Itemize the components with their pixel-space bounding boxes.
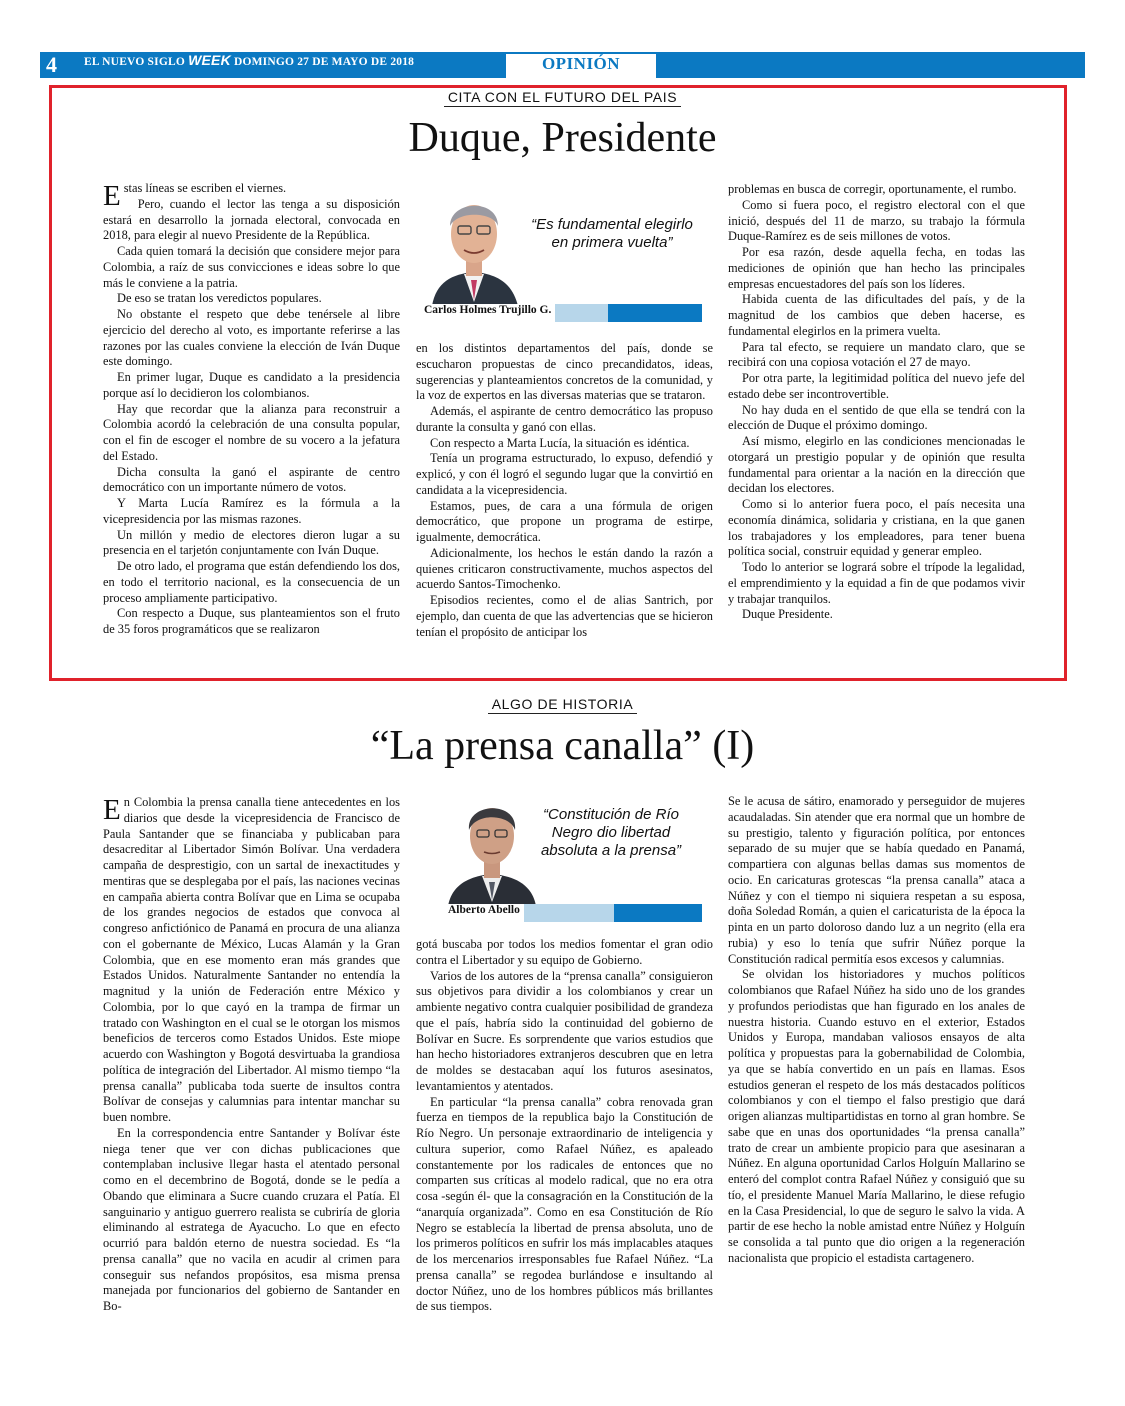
paragraph: Como si lo anterior fuera poco, el país necesita una economía dinámica, solidaria y cristiana, en la que ganen los trabajadores y los empleadores, para tener buena política social, construir equidad y generar empleo.: [728, 497, 1025, 559]
article2-kicker: ALGO DE HISTORIA: [0, 696, 1125, 714]
paragraph: n Colombia la prensa canalla tiene antecedentes en los diarios que desde la vicepresidencia de Francisco de Paula Santander que se financiaba y publicaban para desacreditar al Libertador Simón Bolívar. Una verdadera campaña de desprestigio, con un sartal de inexactitudes y mentiras que se desplegaba por el país, las naciones vecinas en campaña abierta contra Bolívar que en Lima se ocupaba de los grandes negocios de estados que convoca al congreso anfictiónico de Panamá en procura de una alianza con el gobernante de México, Lucas Alamán y la Gran Colombia, que en ese momento eran más grandes que Estados Unidos. Naturalmente Santander no entendía la magnitud y la unión de Federación entre México y Colombia, por lo que cayó en la trampa de firmar un tratado con Washington en el cual se le otorgan los mismos beneficios de terceros como Estados Unidos. Este miope acuerdo con Washington y Bogotá desvirtuaba la grandiosa política de integración del Libertador. Al mismo tiempo “la prensa canalla” publicaba toda suerte de insultos contra Bolívar de consejas y calumnias para intentar manchar su buen nombre.: [103, 795, 400, 1124]
author-box: [416, 182, 716, 324]
paragraph: No obstante el respeto que debe tenérsele al libre ejercicio del derecho al voto, es importante referirse a las razones por las cuales conviene la elección de Iván Duque este domingo.: [103, 307, 400, 369]
paragraph: Adicionalmente, los hechos le están dando la razón a quienes criticaron constructivamente, muchos aspectos del acuerdo Santos-Timochenko.: [416, 545, 713, 592]
author-name: Carlos Holmes Trujillo G.: [420, 304, 555, 322]
author-name-bar: [420, 304, 702, 322]
pull-quote: “Constitución de Río Negro dio libertad absoluta a la prensa”: [540, 806, 682, 859]
article1-headline: Duque, Presidente: [408, 115, 717, 161]
paragraph: Por otra parte, la legitimidad política del nuevo jefe del estado debe ser incontrovertible.: [728, 371, 1025, 401]
paragraph: De otro lado, el programa que están defendiendo los dos, en todo el territorio nacional, es la consecuencia de un proceso ampliamente participativo.: [103, 559, 400, 605]
article2-headline: “La prensa canalla” (I): [370, 723, 755, 769]
paragraph: Varios de los autores de la “prensa canalla” consiguieron sus objetivos para dividir a los colombianos y crear un ambiente negativo contra cualquier posibilidad de grandeza que el país, habría sido la continuidad del gobierno de Bolívar en Sucre. Es sorprendente que varios estudios que han hecho historiadores extranjeros descubren que en letra de moldes se destacaban aquí los futuros asesinatos, levantamientos y atentados.: [416, 968, 713, 1093]
article2-column-2: [416, 937, 713, 1315]
paragraph: Pero, cuando el lector las tenga a su disposición estará en desarrollo la jornada electoral, convocada en 2018, para elegir al nuevo Presidente de la República.: [103, 196, 400, 243]
paragraph: En la correspondencia entre Santander y Bolívar éste niega tener que ver con dichas publicaciones que contemplaban inclusive llegar hasta el atentado personal como en el decembrino de Bogotá, donde se le pedía a Obando que eliminara a Sucre cuando cruzara el Patía. El sanguinario y antiguo guerrero realista se cubriría de gloria eliminando al estratega de Ayacucho. Lo que en efecto ocurrió para baldón eterno de nuestra sociedad. Es “la prensa canalla” que no vacila en acudir al crimen para conseguir sus nefandos propósitos, esa misma prensa manejada por funcionarios del gobierno de Santander en Bo-: [103, 1125, 400, 1313]
drop-cap: E: [103, 180, 121, 212]
paragraph: problemas en busca de corregir, oportunamente, el rumbo.: [728, 182, 1017, 196]
article1-column-3: [728, 182, 1025, 623]
paragraph: Por esa razón, desde aquella fecha, en todas las mediciones de opinión que han hecho las principales empresas encuestadores del país son los líderes.: [728, 245, 1025, 291]
paragraph: Un millón y medio de electores dieron lugar a su presencia en el tarjetón conjuntamente con Iván Duque.: [103, 527, 400, 558]
paragraph: Así mismo, elegirlo en las condiciones mencionadas le otorgará un prestigio popular y de opinión que resulta fundamental para orientar a la nación en la dirección que decidan los electores.: [728, 434, 1025, 496]
article1-column-2: [416, 341, 713, 640]
article2-column-3: [728, 794, 1025, 1267]
paragraph: Se olvidan los historiadores y muchos políticos colombianos que Rafael Núñez ha sido uno de los grandes y profundos periodistas que han figurado en los anales de nuestra historia. Cuando estuvo en el exterior, Estados Unidos y Europa, mandaban valiosos ensayos de alta política y propuestas para la gobernabilidad de Colombia, ya que se había convertido en un país en llamas. Esos estudios generan el respeto de los más destacados políticos colombianos y con el tiempo el falso prestigio que dará origen alianzas multipartidistas en torno al gran hombre. Se sabe que en unas dos oportunidades “la prensa canalla” trato de crear un ambiente propicio para que asesinaran a Núñez. En alguna oportunidad Carlos Holguín Mallarino se enteró del complot contra Rafael Núñez y consiguió que su tío, el presidente Manuel María Mallarino, le diese refugio en la Casa Presidencial, lo que de seguro le salvo la vida. A partir de ese hecho la noble amistad entre Núñez y Holguín se consolida a tal punto que dio origen a la regeneración nacionalista que propicio el estadista cartagenero.: [728, 967, 1025, 1265]
paragraph: Hay que recordar que la alianza para reconstruir a Colombia acordó la celebración de una consulta popular, con el fin de escoger el nombre de su vocero a la jefatura del Estado.: [103, 401, 400, 463]
article1-column-1: [103, 181, 400, 638]
paragraph: En particular “la prensa canalla” cobra renovada gran fuerza en tiempos de la republica bajo la Constitución de Río Negro. Un personaje extraordinario de inteligencia y cultura superior, como Rafael Núñez, es apaleado constantemente por los radicales de entonces que no comparten sus críticas al modelo radical, que no era otra cosa -según él- que la consagración en la Constitución de la “anarquía organizada”. Como en esa Constitución de Río Negro se establecía la libertad de prensa absoluta, uno de los primeros políticos en sufrir los más implacables ataques de los mercenarios irresponsables fue Rafael Núñez. “La prensa canalla” se regodea burlándose e insultando al doctor Núñez, uno de los hombres públicos más brillantes de sus tiempos.: [416, 1094, 713, 1314]
paragraph: en los distintos departamentos del país, donde se escucharon propuestas de cinco precandidatos, ideas, sugerencias y planteamientos concretos de la comunidad, y la voz de expertos en las diversas materias que se trataron.: [416, 341, 713, 403]
paragraph: gotá buscaba por todos los medios fomentar el gran odio contra el Libertador y su equipo de Gobierno.: [416, 937, 713, 967]
paragraph: stas líneas se escriben el viernes.: [123, 181, 287, 195]
author-bar-accent: [608, 304, 702, 322]
pull-quote: “Es fundamental elegirlo en primera vuelta”: [531, 216, 693, 251]
paragraph: Dicha consulta la ganó el aspirante de centro democrático con un importante número de votos.: [103, 464, 400, 495]
author-bar-accent: [614, 904, 702, 922]
paragraph: En primer lugar, Duque es candidato a la presidencia porque así lo decidieron los colombianos.: [103, 370, 400, 400]
paragraph: Cada quien tomará la decisión que considere mejor para Colombia, a raíz de sus convicciones e ideas sobre lo que más le conviene a la patria.: [103, 244, 400, 290]
article1-kicker: CITA CON EL FUTURO DEL PAIS: [0, 89, 1125, 107]
author-name-bar: [444, 904, 702, 922]
paragraph: De eso se tratan los veredictos populares.: [117, 291, 322, 306]
issue-date: DOMINGO 27 DE MAYO DE 2018: [233, 56, 415, 68]
paragraph: No hay duda en el sentido de que ella se tendrá con la elección de Duque el próximo domingo.: [728, 402, 1025, 433]
paragraph: Y Marta Lucía Ramírez es la fórmula a la vicepresidencia por las mismas razones.: [103, 496, 400, 526]
paper-name: EL NUEVO SIGLO: [84, 56, 185, 68]
page-number: 4: [46, 52, 57, 77]
paragraph: Tenía un programa estructurado, lo expuso, defendió y explicó, y con él logró el segundo lugar que la convirtió en candidata a la vicepresidencia.: [416, 451, 713, 497]
paragraph: Además, el aspirante de centro democrático las propuso durante la consulta y ganó con ellas.: [416, 404, 713, 434]
paragraph: Duque Presidente.: [742, 607, 833, 622]
article2-column-1: [103, 795, 400, 1315]
page-header-bar: [40, 52, 1085, 78]
author-box: [416, 794, 716, 926]
paragraph: Todo lo anterior se logrará sobre el trípode la legalidad, el emprendimiento y la equidad a fin de que podamos vivir y trabajar tranquilos.: [728, 560, 1025, 606]
paragraph: Como si fuera poco, el registro electoral con el que inició, después del 11 de marzo, su trabajo la fórmula Duque-Ramírez es de seis millones de votos.: [728, 197, 1025, 244]
paragraph: Estamos, pues, de cara a una fórmula de origen democrático, que propone un programa de estirpe, igualmente, democrática.: [416, 498, 713, 544]
paragraph: Con respecto a Duque, sus planteamientos son el fruto de 35 foros programáticos que se realizaron: [103, 606, 400, 636]
paragraph: Se le acusa de sátiro, enamorado y perseguidor de mujeres acaudaladas. Sin atender que era normal que un hombre de su prestigio, talento y figuración política, por entonces separado de su mujer que se había quedado en Panamá, compartiera con algunas bellas damas sus momentos de ocio. En caricaturas grotescas “la prensa canalla” ataca a Núñez y con el tiempo ni siquiera respetan a su esposa, doña Soledad Román, a quien el caricaturista de la época la pinta en un parto doloroso dando luz a un negrito (ella era rubia) y eso lo tenía que sufrir Núñez porque la Constitución radical permitía esos excesos y calumnias.: [728, 794, 1025, 966]
author-name: Alberto Abello: [444, 904, 524, 922]
drop-cap: E: [103, 794, 121, 826]
section-title: OPINIÓN: [506, 54, 656, 78]
paragraph: Con respecto a Marta Lucía, la situación es idéntica.: [430, 435, 690, 450]
paragraph: Habida cuenta de las dificultades del país, y de la magnitud de los cambios que deben hacerse, es fundamental elegirlos en la primera vuelta.: [728, 292, 1025, 338]
author-photo: [422, 186, 526, 306]
author-photo: [444, 794, 540, 906]
paragraph: Para tal efecto, se requiere un mandato claro, que se recibirá con una copiosa votación el 27 de mayo.: [728, 339, 1025, 370]
paragraph: Episodios recientes, como el de alias Santrich, por ejemplo, dan cuenta de que las advertencias que se hicieron tenían el propósito de anticipar los: [416, 593, 713, 639]
masthead-line: [84, 52, 414, 78]
edition-label: WEEK: [188, 52, 231, 68]
